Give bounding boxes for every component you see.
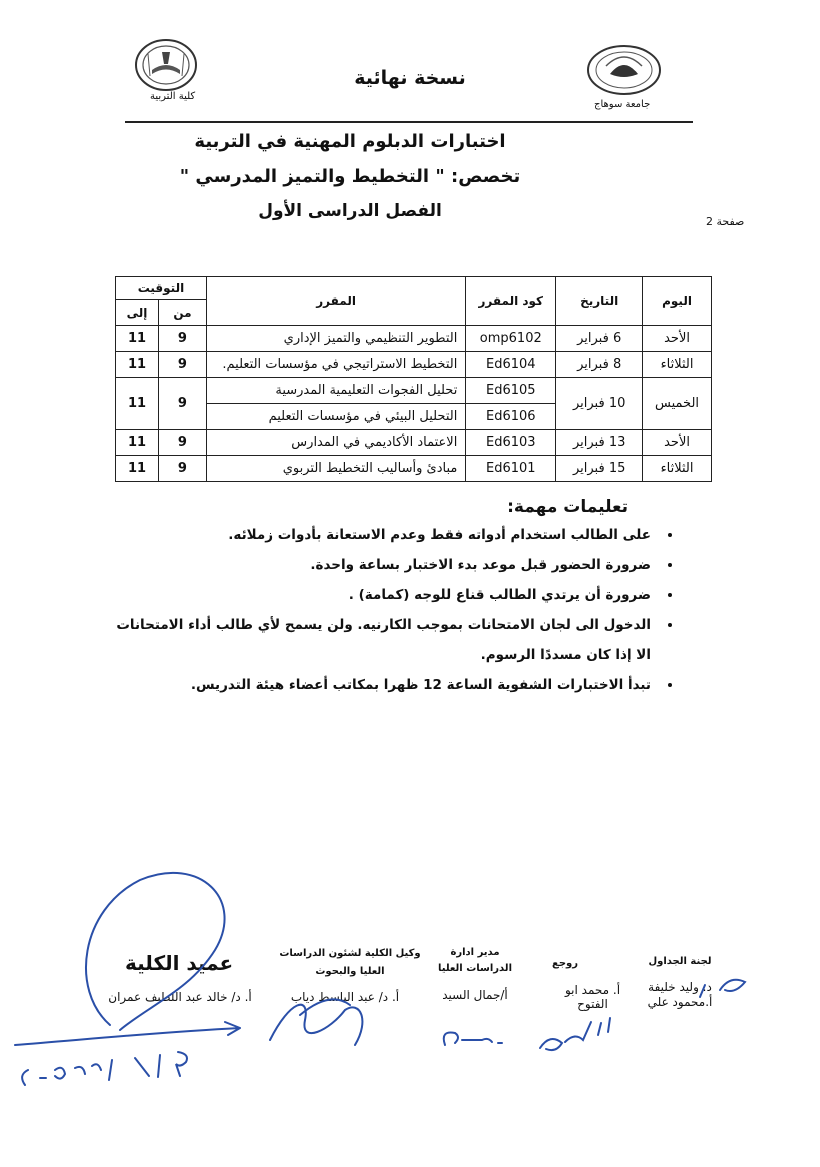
semester-title: الفصل الدراسى الأول — [258, 201, 442, 221]
header-from: من — [158, 300, 206, 326]
date-handwriting — [22, 1052, 187, 1085]
cell-code: Ed6105 — [466, 378, 556, 404]
cell-date: 6 فبراير — [556, 326, 643, 352]
cell-to: 11 — [116, 326, 159, 352]
reviewed-signature — [540, 1018, 610, 1050]
table-row — [116, 456, 712, 482]
cell-code: Ed6104 — [466, 352, 556, 378]
cell-code: Ed6103 — [466, 430, 556, 456]
committee-name-1: د. وليد خليفة — [648, 980, 712, 994]
list-item: • على الطالب استخدام أدواته فقط وعدم الاستعانة بأدوات زملائه. — [97, 520, 657, 550]
cell-to: 11 — [116, 456, 159, 482]
cell-from: 9 — [158, 378, 206, 430]
header-day: اليوم — [643, 277, 712, 326]
dean-name: أ. د/ خالد عبد اللطيف عمران — [108, 990, 252, 1004]
table-row — [116, 352, 712, 378]
director-role: مدير ادارة الدراسات العليا — [437, 947, 512, 974]
header-subject: المقرر — [206, 277, 465, 326]
vice-dean-name: أ. د/ عبد الباسط دياب — [290, 990, 400, 1004]
cell-day: الأحد — [643, 326, 712, 352]
cell-day: الثلاثاء — [643, 456, 712, 482]
instructions-list — [97, 520, 675, 700]
cell-from: 9 — [158, 326, 206, 352]
vice-dean-signature — [270, 999, 362, 1045]
instructions-title: تعليمات مهمة: — [507, 497, 628, 517]
reviewed-role: روجع — [551, 958, 578, 969]
list-item: • تبدأ الاختبارات الشفوية الساعة 12 ظهرا بمكاتب أعضاء هيئة التدريس. — [97, 670, 657, 700]
cell-code: Ed6106 — [466, 404, 556, 430]
header-code: كود المقرر — [466, 277, 556, 326]
cell-day: الأحد — [643, 430, 712, 456]
reviewed-name: أ. محمد ابو الفتوح — [564, 983, 621, 1011]
exam-schedule-table — [115, 276, 712, 482]
specialization-title: تخصص: " التخطيط والتميز المدرسي " — [179, 166, 521, 187]
cell-to: 11 — [116, 430, 159, 456]
director-name: أ/جمال السيد — [442, 988, 508, 1002]
cell-date: 15 فبراير — [556, 456, 643, 482]
faculty-logo-caption: كلية التربية — [150, 91, 196, 102]
cell-subject: التحليل البيئي في مؤسسات التعليم — [206, 404, 465, 430]
table-header-row — [116, 277, 712, 300]
header-divider — [125, 121, 693, 123]
university-logo-caption: جامعة سوهاج — [594, 99, 651, 110]
dean-title: عميد الكلية — [125, 951, 234, 975]
list-item: • الدخول الى لجان الامتحانات بموجب الكارنيه. ولن يسمح لأي طالب أداء الامتحانات الا إذا كان مسددًا الرسوم. — [97, 610, 657, 670]
list-item: • ضرورة أن يرتدي الطالب قناع للوجه (كمامة) . — [97, 580, 657, 610]
cell-from: 9 — [158, 456, 206, 482]
sohag-university-logo — [586, 44, 662, 96]
cell-day: الثلاثاء — [643, 352, 712, 378]
cell-from: 9 — [158, 352, 206, 378]
cell-subject: الاعتماد الأكاديمي في المدارس — [206, 430, 465, 456]
main-title: اختبارات الدبلوم المهنية في التربية — [194, 131, 506, 152]
committee-name-2: أ.محمود علي — [647, 995, 713, 1009]
svg-text:نسخة نهائية: نسخة نهائية — [354, 67, 466, 89]
vice-dean-role: وكيل الكلية لشئون الدراسات العليا والبحوث — [279, 948, 421, 977]
table-row — [116, 378, 712, 404]
director-signature — [444, 1033, 502, 1046]
cell-subject: التطوير التنظيمي والتميز الإداري — [206, 326, 465, 352]
committee-role: لجنة الجداول — [648, 956, 712, 967]
page-number: صفحة 2 — [706, 215, 745, 228]
cell-from: 9 — [158, 430, 206, 456]
cell-to: 11 — [116, 378, 159, 430]
header-date: التاريخ — [556, 277, 643, 326]
cell-date: 8 فبراير — [556, 352, 643, 378]
cell-code: omp6102 — [466, 326, 556, 352]
table-row — [116, 430, 712, 456]
cell-date: 10 فبراير — [556, 378, 643, 430]
table-row — [116, 326, 712, 352]
cell-day: الخميس — [643, 378, 712, 430]
cell-subject: التخطيط الاستراتيجي في مؤسسات التعليم. — [206, 352, 465, 378]
cell-subject: تحليل الفجوات التعليمية المدرسية — [206, 378, 465, 404]
cell-subject: مبادئ وأساليب التخطيط التربوي — [206, 456, 465, 482]
list-item: • ضرورة الحضور قبل موعد بدء الاختبار بساعة واحدة. — [97, 550, 657, 580]
cell-to: 11 — [116, 352, 159, 378]
dean-signature-stroke — [15, 1022, 240, 1045]
faculty-of-education-logo — [134, 38, 198, 92]
header-to: إلى — [116, 300, 159, 326]
cell-code: Ed6101 — [466, 456, 556, 482]
final-copy-stamp — [335, 58, 485, 98]
cell-date: 13 فبراير — [556, 430, 643, 456]
header-timing: التوقيت — [116, 277, 207, 300]
